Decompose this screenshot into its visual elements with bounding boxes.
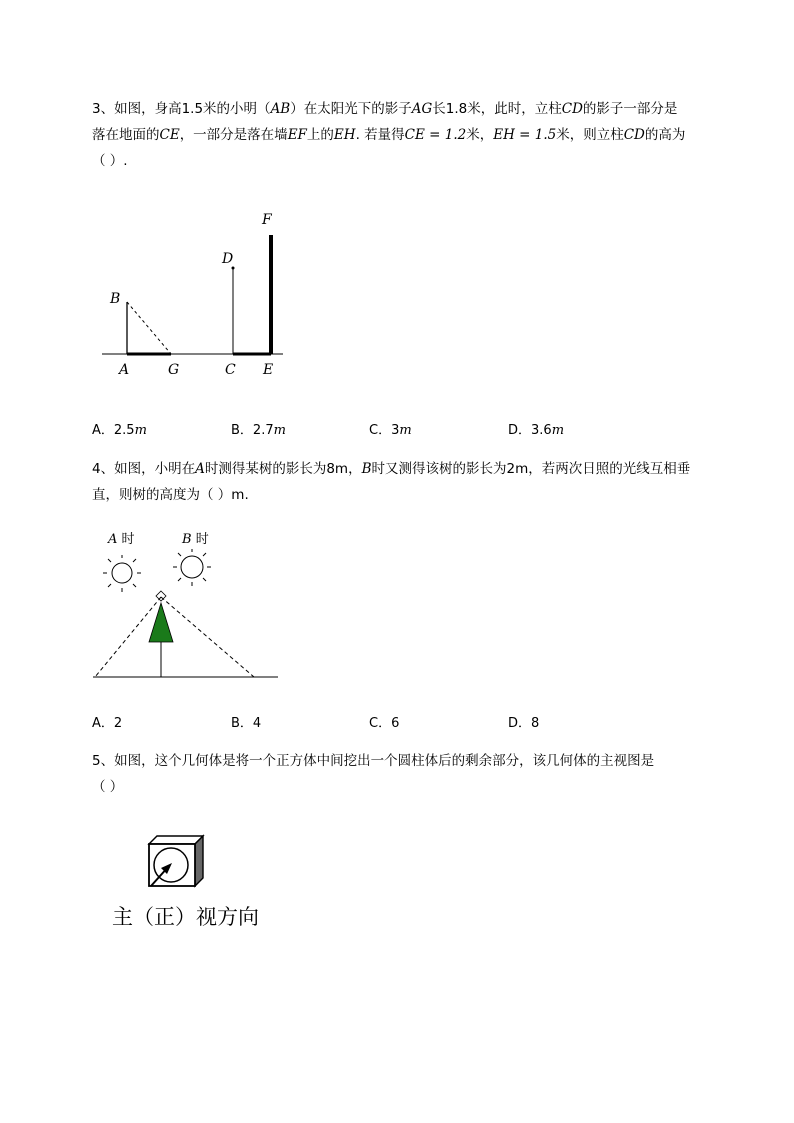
label-e: E bbox=[263, 362, 274, 378]
q3-line1: 3、如图，身高1.5米的小明（AB）在太阳光下的影子AG长1.8米，此时，立柱CD的影子一部分是 bbox=[92, 101, 678, 117]
q5-figure-caption: 主（正）视方向 bbox=[112, 905, 259, 929]
label-a: A bbox=[119, 362, 130, 378]
q5-line1: 5、如图，这个几何体是将一个正方体中间挖出一个圆柱体后的剩余部分，该几何体的主视图是 bbox=[92, 753, 655, 769]
q3-figure bbox=[90, 205, 300, 385]
q4-line2: 直，则树的高度为（ ）m. bbox=[92, 487, 249, 503]
q4-option-b[interactable]: B．4 bbox=[231, 716, 262, 731]
sun-a-label: A 时 bbox=[108, 532, 135, 547]
q4-line1: 4、如图，小明在A时测得某树的影长为8m，B时又测得该树的影长为2m，若两次日照的光线互相垂 bbox=[92, 461, 691, 477]
sun-b-label: B 时 bbox=[182, 532, 209, 547]
q3-option-a[interactable]: A．2.5m bbox=[92, 423, 147, 438]
q3-option-d[interactable]: D．3.6m bbox=[508, 423, 565, 438]
label-b: B bbox=[110, 291, 121, 307]
q4-figure bbox=[88, 525, 288, 685]
tree-icon bbox=[149, 603, 173, 642]
sun-ray-bg bbox=[127, 302, 171, 354]
label-c: C bbox=[225, 362, 236, 378]
sun-b-icon bbox=[173, 549, 211, 586]
q5-figure bbox=[140, 834, 220, 902]
q3-option-b[interactable]: B．2.7m bbox=[231, 423, 286, 438]
q4-option-a[interactable]: A．2 bbox=[92, 716, 123, 731]
q4-option-d[interactable]: D．8 bbox=[508, 716, 540, 731]
cube-side-face bbox=[195, 836, 203, 886]
q3-option-c[interactable]: C．3m bbox=[369, 423, 412, 438]
label-f: F bbox=[262, 212, 272, 228]
label-d: D bbox=[222, 251, 234, 267]
q5-line2: （ ） bbox=[92, 779, 124, 795]
ray-right bbox=[161, 597, 254, 677]
q4-option-c[interactable]: C．6 bbox=[369, 716, 400, 731]
q3-line3: （ ）. bbox=[92, 153, 128, 169]
sun-a-icon bbox=[103, 555, 141, 592]
label-g: G bbox=[168, 362, 180, 378]
right-angle-mark bbox=[156, 591, 166, 601]
q3-line2: 落在地面的CE，一部分是落在墙EF上的EH. 若量得CE = 1.2米，EH = 1.5米，则立柱CD的高为 bbox=[92, 127, 686, 143]
cube-top-face bbox=[149, 836, 203, 844]
